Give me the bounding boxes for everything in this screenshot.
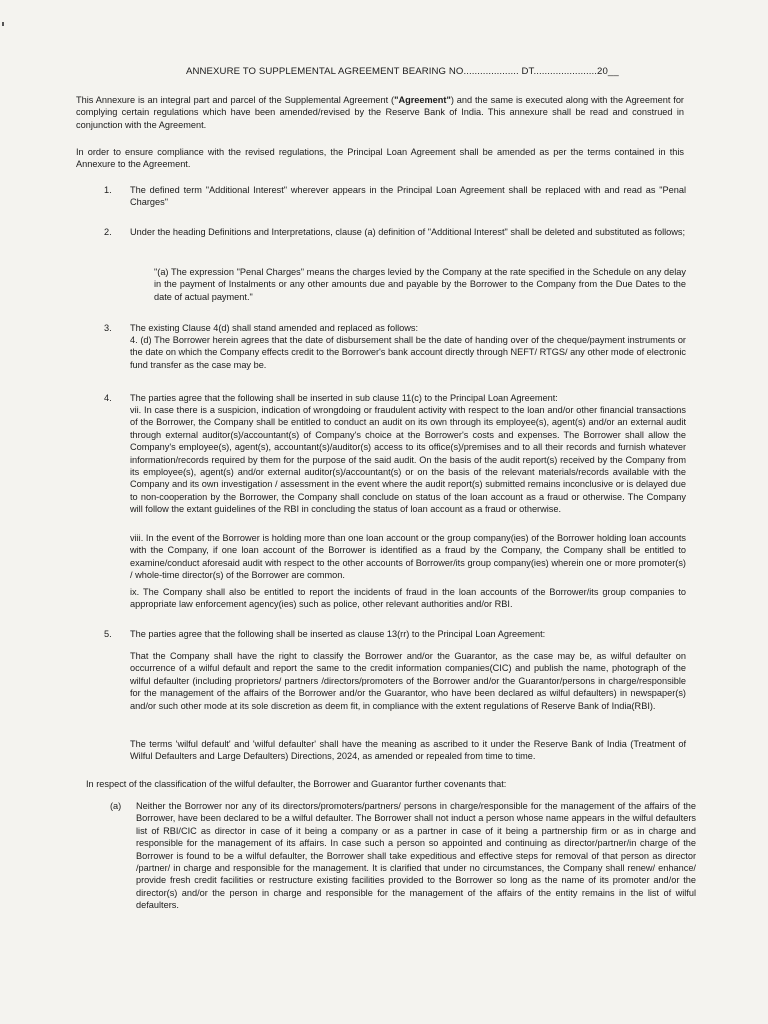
clause-subtext-terms: The terms 'wilful default' and 'wilful defaulter' shall have the meaning as ascribed to it under the Reserve Bank of India (Treatment of Wilful Defaulters and Large Defaulters) Directions, 2024, as amended or repealed from time to time. (130, 739, 686, 762)
clause-number: 4. (104, 393, 112, 403)
clause-text: The parties agree that the following shall be inserted in sub clause 11(c) to the Principal Loan Agreement: (130, 393, 558, 403)
clause-text: The defined term "Additional Interest" wherever appears in the Principal Loan Agreement shall be replaced with and read as "Penal Charges" (130, 185, 686, 208)
clause-number: 5. (104, 629, 112, 639)
clause-number: 1. (104, 185, 112, 195)
intro-paragraph (76, 94, 684, 131)
compliance-paragraph: In order to ensure compliance with the revised regulations, the Principal Loan Agreement shall be amended as per the terms contained in this Annexure to the Agreement. (76, 147, 684, 170)
clause-subtext-viii: viii. In the event of the Borrower is holding more than one loan account or the group company(ies) of the Borrower holding loan accounts with the Company, if one loan account of the Borrower is identified as a fraud by the Company, the Company shall be entitled to examine/conduct aforesaid audit with respect to the other accounts of Borrower/its group company(ies) wherein one or more promoter(s) / whole-time director(s) of the Borrower are common. (130, 533, 686, 581)
intro-pre: This Annexure is an integral part and parcel of the Supplemental Agreement ( (76, 95, 395, 105)
intro-bold-term: "Agreement" (394, 95, 451, 105)
clause-subtext-vii: vii. In case there is a suspicion, indication of wrongdoing or fraudulent activity with respect to the loan and/or other financial transactions of the Borrower, the Company shall be entitled to conduct an audit on its own through its employee(s), agent(s) and/or an external audit through external auditor(s)/accountant(s) of Company's choice at the Borrower's costs and expenses. The Borrower shall allow the Company's employee(s), agent(s), accountant(s)/auditor(s) access to its office(s)/premises and to all their records and furnish whatever information/records required by them for the purpose of the said audit. On the basis of the audit report(s) received by the Company from its employee(s), agent(s) and/or external auditor(s)/accountant(s) or on the basis of the relevant materials/records available with the Company and its own investigation / assessment in the event where the audit report(s) submitted remains inconclusive or is delayed due to non-cooperation by the Borrower, the Company shall conclude on status of the loan account as a fraud or otherwise. The Company will follow the extant guidelines of the RBI in concluding the status of loan account as a fraud or otherwise. (130, 405, 686, 515)
clause-text: Under the heading Definitions and Interpretations, clause (a) definition of "Additional Interest" shall be deleted and substituted as follows; (130, 227, 686, 237)
intro-post: ) and the same is executed along with the Agreement for complying certain regulations which have been amended/revised by the Reserve Bank of India. This annexure shall be read and construed in conjunction with the Agreement. (76, 95, 684, 130)
clause-text: The existing Clause 4(d) shall stand amended and replaced as follows: (130, 323, 419, 333)
annexure-title: ANNEXURE TO SUPPLEMENTAL AGREEMENT BEARING NO.................... DT.......................20__ (186, 66, 619, 77)
clause-subtext-ix: ix. The Company shall also be entitled to report the incidents of fraud in the loan accounts of the Borrower/its group companies to appropriate law enforcement agency(ies) such as police, other relevant authorities and/or RBI. (130, 587, 686, 610)
clause-subtext: "(a) The expression "Penal Charges" means the charges levied by the Company at the rate specified in the Schedule on any delay in the payment of Instalments or any other amounts due and payable by the Borrower to the Company from the Due Dates to the date of actual payment." (154, 267, 686, 302)
clause-number: 3. (104, 323, 112, 333)
clause-subtext: 4. (d) The Borrower herein agrees that the date of disbursement shall be the date of handing over of the cheque/payment instruments or the date on which the Company effects credit to the Borrower's bank account directly through NEFT/ RTGS/ any other mode of electronic fund transfer as the case may be. (130, 335, 687, 370)
clause-number: (a) (110, 801, 122, 811)
clause-text: The parties agree that the following shall be inserted as clause 13(rr) to the Principal Loan Agreement: (130, 629, 546, 639)
clause-number: 2. (104, 227, 112, 237)
clause-text: Neither the Borrower nor any of its directors/promoters/partners/ persons in charge/responsible for the management of the affairs of the Borrower, have been declared to be a wilful defaulter. The Borrower shall not induct a person whose name appears in the wilful defaulters list of RBI/CIC as director in case of it being a company or as a partner in case of it being a partnership firm or as in charge and responsible for the management of its affairs. In case such a person so appointed and continuing as director/partner/in charge of the Borrower is found to be a wilful defaulter, the Borrower shall take expeditious and effective steps for removal of that person as director /partner/ in charge and responsible for the management. It is clarified that under no circumstances, the Company shall renew/ enhance/ provide fresh credit facilities or restructure existing facilities provided to the Borrower so long as the name of its promoter and/or the director(s) and/or the person in charge and responsible for the management of the affairs of the entity remains in the list of wilful defaulters. (136, 801, 696, 911)
classification-paragraph: In respect of the classification of the wilful defaulter, the Borrower and Guarantor further covenants that: (86, 779, 507, 789)
clause-subtext: That the Company shall have the right to classify the Borrower and/or the Guarantor, as the case may be, as wilful defaulter on occurrence of a wilful default and report the same to the credit information companies(CIC) and publish the name, photograph of the wilful defaulter (including proprietors/ partners /directors/promoters of the Borrower and/or the Guarantor/persons in charge/responsible for the management of the affairs of the Borrower and/or the Guarantor, who have been declared as wilful defaulters) in newspaper(s) and/or such other mode at its sole discretion as deem fit, in compliance with the extent regulations of Reserve Bank of India(RBI). (130, 651, 686, 711)
scan-mark (2, 22, 4, 26)
